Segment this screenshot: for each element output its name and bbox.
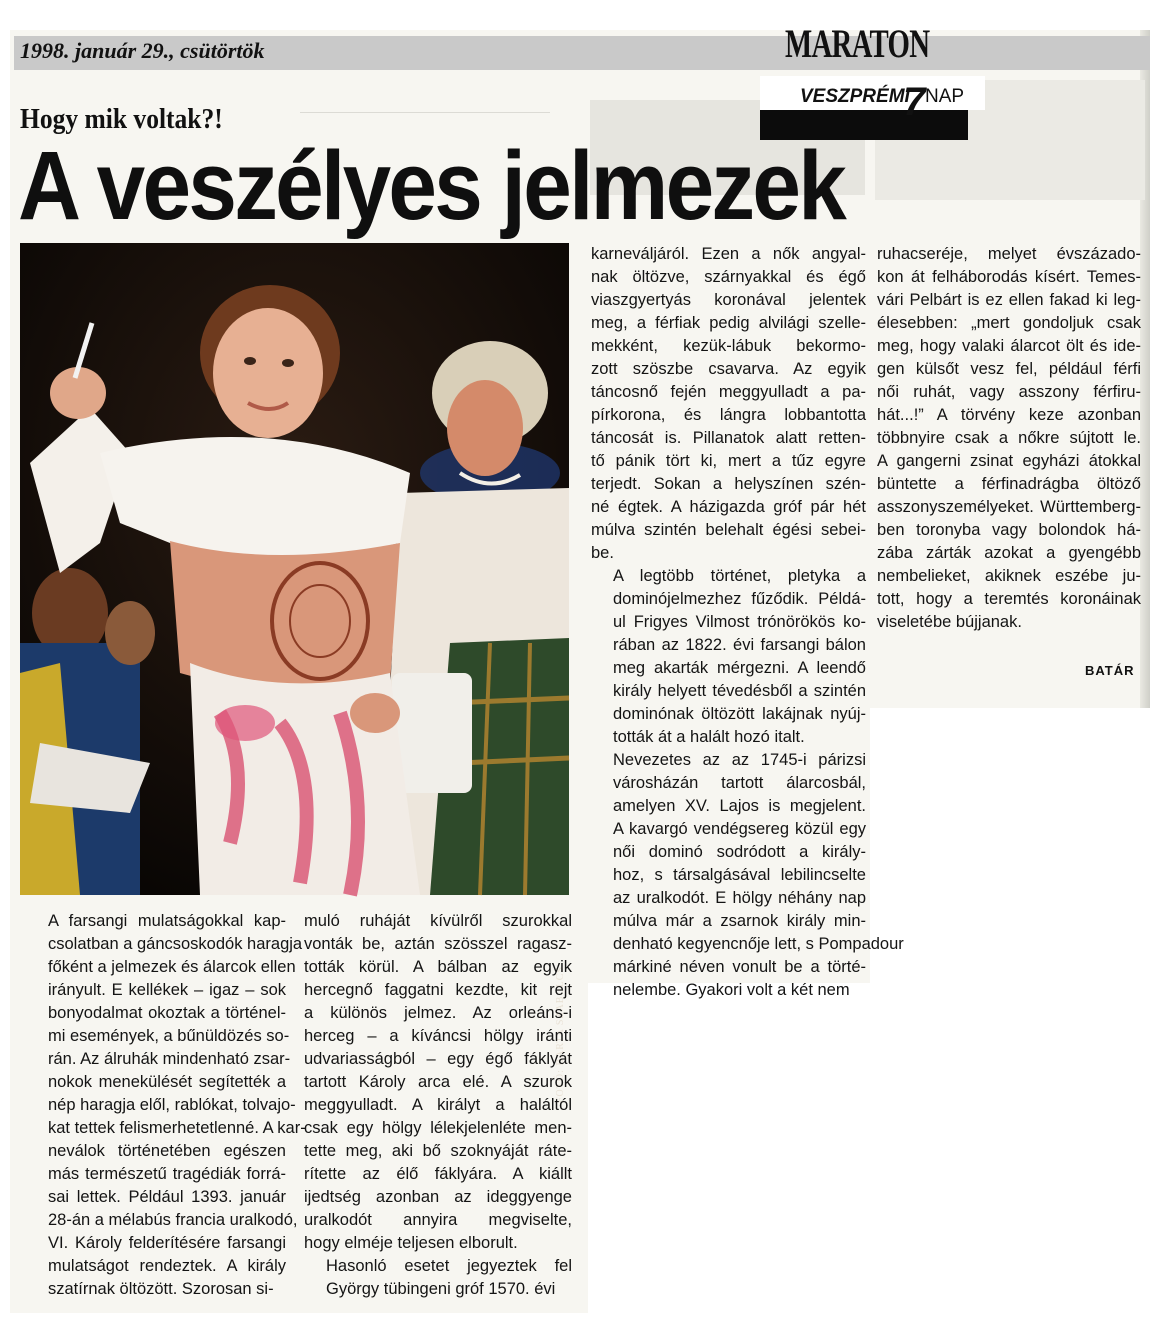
text-line: tották át a halált hozó italt.: [613, 728, 805, 746]
text-line: meg akarták mérgezni. A leendő: [613, 659, 866, 677]
text-line: né égtek. A házigazda gróf pár hét: [591, 498, 866, 516]
masthead: MARATON: [785, 21, 930, 66]
text-line: király helyett tévedésből a szintén: [613, 682, 866, 700]
article-column-2: [304, 910, 572, 1301]
text-line: irányult. E kellékek – igaz – sok: [48, 981, 286, 999]
text-line: vonták be, aztán szösszel ragasz-: [304, 935, 572, 953]
text-line: dominónak öltözött lakájnak nyúj-: [613, 705, 866, 723]
photo-credit: FOTÓ: BARTA SZABOLCS: [555, 966, 566, 1103]
text-line: A kavargó vendégsereg közül egy: [613, 820, 866, 838]
article-column-4: [877, 243, 1141, 634]
text-line: rában az 1822. évi farsangi bálon: [613, 636, 866, 654]
text-line: tották körül. A bálban az egyik: [304, 958, 572, 976]
text-line: vári Pelbárt is ez ellen fakad ki leg-: [877, 291, 1141, 309]
text-line: múlva szintén belehalt égési sebei-: [591, 521, 866, 539]
text-line: viseletébe bújjanak.: [877, 613, 1022, 631]
paragraph: [304, 910, 572, 1255]
article-column-1: [26, 910, 306, 1301]
text-line: hogy elméje teljesen elborult.: [304, 1234, 518, 1252]
text-line: Hasonló esetet jegyeztek fel: [326, 1257, 572, 1275]
text-line: karneváljáról. Ezen a nők angyal-: [591, 245, 866, 263]
text-line: kon át felháborodás kísért. Temes-: [877, 268, 1141, 286]
text-line: neválok történetében egészen: [48, 1142, 286, 1160]
text-line: női ruhát, vagy asszony férfiru-: [877, 383, 1141, 401]
text-line: udvariasságból – egy égő fáklyát: [304, 1050, 572, 1068]
text-line: A legtöbb történet, pletyka a: [613, 567, 866, 585]
text-line: hoz, s társalgásával lebilincselte: [613, 866, 866, 884]
text-line: meg, a férfiak pedig alvilági szelle-: [591, 314, 866, 332]
text-line: hercegnő faggatni kezdte, kit rejt: [304, 981, 572, 999]
section-badge-number: 7: [903, 80, 926, 124]
issue-date: 1998. január 29., csütörtök: [20, 38, 265, 63]
text-line: szatírnak öltözött. Szorosan si-: [48, 1280, 274, 1298]
headline: A veszélyes jelmezek: [18, 131, 845, 240]
text-line: uralkodót annyira megviselte,: [304, 1211, 572, 1229]
text-line: pírkorona, és lángra lobbantotta: [591, 406, 866, 424]
text-line: ben toronyba vagy bolondok há-: [877, 521, 1141, 539]
text-line: nelembe. Gyakori volt a két nem: [613, 981, 850, 999]
text-line: dominójelmezhez fűződik. Példá-: [613, 590, 866, 608]
text-line: tő pánik tört ki, mert a tűz egyre: [591, 452, 866, 470]
text-line: rítette az élő fáklyára. A kiállt: [304, 1165, 572, 1183]
text-line: Nevezetes az az 1745-i párizsi: [613, 751, 866, 769]
text-line: muló ruháját kívülről szurokkal: [304, 912, 572, 930]
paragraph: [877, 243, 1141, 634]
text-line: VI. Károly felderítésére farsangi: [48, 1234, 286, 1252]
text-line: mulatságot rendeztek. A király: [48, 1257, 286, 1275]
paragraph: [591, 749, 904, 1002]
section-badge-suffix: NAP: [925, 86, 965, 107]
author-signature: BATÁR: [1085, 663, 1135, 678]
paragraph: [304, 1255, 572, 1301]
text-line: gen külsőt vesz fel, például férfi: [877, 360, 1141, 378]
text-line: főként a jelmezek és álarcok ellen: [48, 958, 296, 976]
text-line: városházán tartott álarcosbál,: [613, 774, 866, 792]
paragraph: [591, 243, 866, 565]
text-line: táncosnő fején meggyulladt a pa-: [591, 383, 866, 401]
text-line: büntette a férfinadrágba öltöző: [877, 475, 1141, 493]
text-line: zába zárták azokat a gyengébb: [877, 544, 1141, 562]
text-line: zott szöszbe csavarva. Az egyik: [591, 360, 866, 378]
text-line: ul Frigyes Vilmost trónörökös ko-: [613, 613, 866, 631]
text-line: élesebben: „mert gondoljuk csak: [877, 314, 1141, 332]
text-line: nép haragja elől, rablókat, tolvajo-: [48, 1096, 296, 1114]
text-line: hát...!” A törvény keze azonban: [877, 406, 1141, 424]
text-line: ruhacseréje, melyet évszázado-: [877, 245, 1141, 263]
text-line: herceg – a kíváncsi hölgy iránti: [304, 1027, 572, 1045]
text-line: tette meg, aki bő szoknyáját ráte-: [304, 1142, 572, 1160]
text-line: denható kegyencnője lett, s Pompadour: [613, 935, 904, 953]
text-line: ijedtség azonban az ideggyenge: [304, 1188, 572, 1206]
text-line: nembelieket, akiknek eszébe ju-: [877, 567, 1141, 585]
text-line: viaszgyertyás koronával jelentek: [591, 291, 866, 309]
text-line: terjedt. Sokan a helyszínen szén-: [591, 475, 866, 493]
text-line: más természetű tragédiák forrá-: [48, 1165, 286, 1183]
text-line: csak egy hölgy lélekjelenléte men-: [304, 1119, 572, 1137]
carnival-photo-illustration: [20, 243, 569, 895]
text-line: meg, hogy valaki álarcot ölt és ide-: [877, 337, 1141, 355]
text-line: nokok menekülését segítették a: [48, 1073, 286, 1091]
text-line: György tübingeni gróf 1570. évi: [326, 1280, 556, 1298]
text-line: meggyulladt. A királyt a haláltól: [304, 1096, 572, 1114]
text-line: az uralkodót. E hölgy néhány nap: [613, 889, 866, 907]
text-line: múlva már a zsarnok király min-: [613, 912, 866, 930]
text-line: A gangerni zsinat egyházi átokkal: [877, 452, 1141, 470]
text-line: a különös jelmez. Az orleáns-i: [304, 1004, 572, 1022]
paragraph: [26, 910, 306, 1301]
text-line: nak öltözve, szárnyakkal és égő: [591, 268, 866, 286]
text-line: tartott Károly arca elé. A szurok: [304, 1073, 572, 1091]
text-line: márkiné néven vonult be a törté-: [613, 958, 866, 976]
text-line: mekként, kezük-lábuk bekormo-: [591, 337, 866, 355]
text-line: kat tettek felismerhetetlenné. A kar-: [48, 1119, 306, 1137]
text-line: többnyire csak a nőkre sújtott le.: [877, 429, 1141, 447]
kicker: Hogy mik voltak?!: [20, 103, 223, 135]
text-line: tott, hogy a teremtés koronáinak: [877, 590, 1141, 608]
article-column-3: [591, 243, 904, 1002]
text-line: asszonyszemélyeket. Württemberg-: [877, 498, 1141, 516]
text-line: bonyodalmat okoztak a történel-: [48, 1004, 286, 1022]
text-line: be.: [591, 544, 614, 562]
text-line: amelyen XV. Lajos is megjelent.: [613, 797, 866, 815]
text-line: csolatban a gáncsoskodók haragja: [48, 935, 303, 953]
text-line: rán. Az álruhák mindenható zsar-: [48, 1050, 291, 1068]
text-line: A farsangi mulatságokkal kap-: [48, 912, 286, 930]
paragraph: [591, 565, 866, 749]
text-line: sai lettek. Például 1393. január: [48, 1188, 286, 1206]
section-badge-label: VESZPRÉMI: [800, 86, 910, 107]
text-line: táncosát is. Pillanatok alatt retten-: [591, 429, 866, 447]
text-line: 28-án a mélabús francia uralkodó,: [48, 1211, 298, 1229]
text-line: mi események, a bűnüldözés so-: [48, 1027, 290, 1045]
text-line: női dominó sodródott a király-: [613, 843, 866, 861]
